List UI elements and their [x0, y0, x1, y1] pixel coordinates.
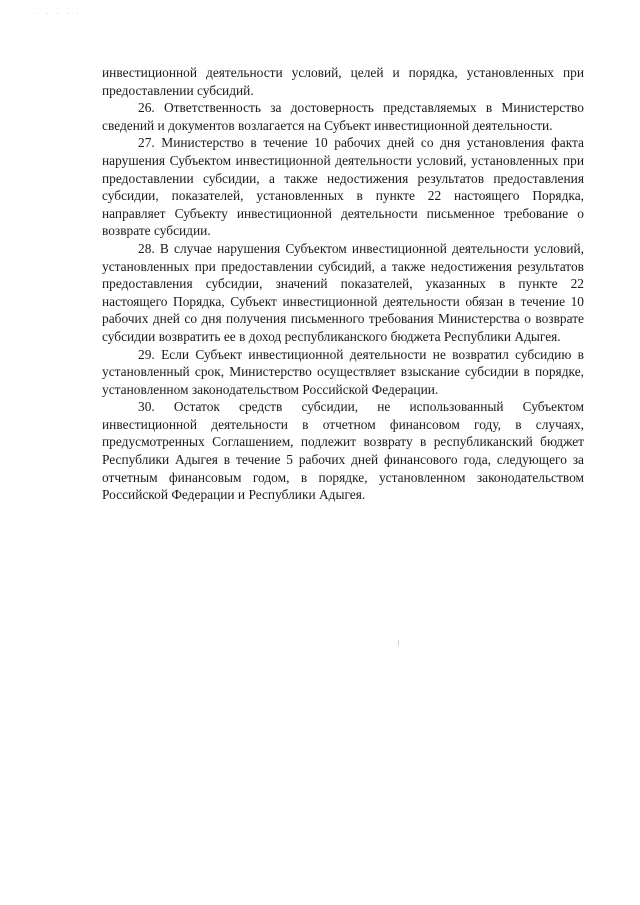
scan-artifact-mark: · · · · · — [36, 10, 82, 18]
paragraph-30: 30. Остаток средств субсидии, не использованный Субъектом инвестиционной деятельности в отчетном финансовом году, в случаях, предусмотренных Соглашением, подлежит возврату в республиканский бюджет Республики Адыгея в течение 5 рабочих дней финансового года, следующего за отчетным финансовым годом, в порядке, установленном законодательством Российской Федерации и Республики Адыгея. — [102, 399, 584, 503]
scan-speck — [398, 640, 399, 646]
paragraph-continuation: инвестиционной деятельности условий, целей и порядка, установленных при предоставлении субсидий. — [102, 65, 584, 98]
paragraph-29: 29. Если Субъект инвестиционной деятельности не возвратил субсидию в установленный срок, Министерство осуществляет взыскание субсидии в порядке, установленном законодательством Российской Федерации. — [102, 346, 584, 397]
paragraph-27: 27. Министерство в течение 10 рабочих дней со дня установления факта нарушения Субъектом инвестиционной деятельности условий, установленных при предоставлении субсидии, а также недостижения результатов предоставления субсидии, показателей, установленных в пункте 22 настоящего Порядка, направляет Субъекту инвестиционной деятельности письменное требование о возврате субсидии. — [102, 135, 584, 239]
paragraph-28: 28. В случае нарушения Субъектом инвестиционной деятельности условий, установленных при предоставлении субсидий, а также недостижения результатов предоставления субсидии, значений показателей, указанных в пункте 22 настоящего Порядка, Субъект инвестиционной деятельности обязан в течение 10 рабочих дней со дня получения письменного требования Министерства о возврате субсидии возвратить ее в доход республиканского бюджета Республики Адыгея. — [102, 240, 584, 344]
document-body — [102, 64, 584, 504]
paragraph-26: 26. Ответственность за достоверность представляемых в Министерство сведений и документов возлагается на Субъект инвестиционной деятельности. — [102, 100, 584, 133]
